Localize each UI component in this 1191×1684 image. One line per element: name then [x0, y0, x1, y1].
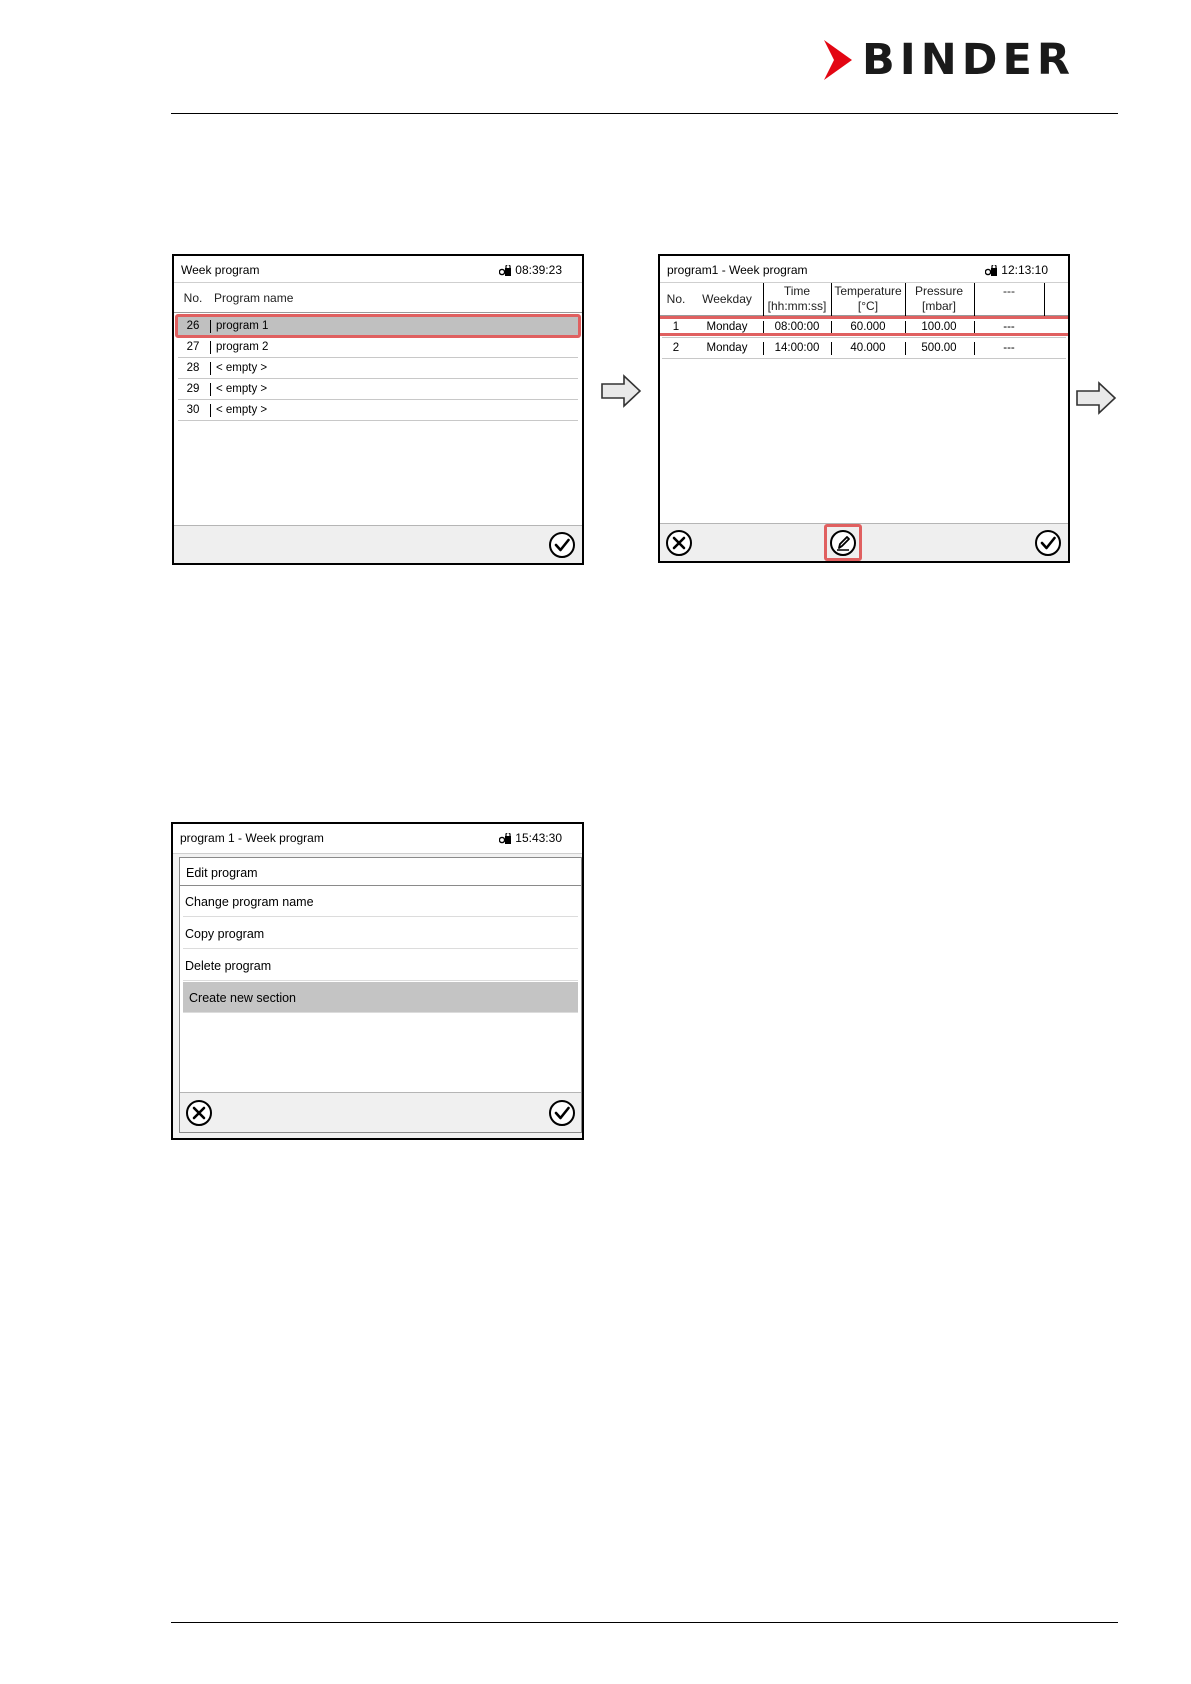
checkmark-circle-icon[interactable]	[1034, 529, 1062, 557]
column-divider	[974, 283, 975, 316]
column-divider	[974, 342, 975, 355]
column-divider	[763, 342, 764, 355]
row-no: 2	[672, 342, 680, 354]
footer-rule	[171, 1622, 1118, 1623]
selection-highlight	[175, 314, 581, 338]
dialog-footer	[180, 1092, 581, 1132]
column-header-weekday: Weekday	[702, 292, 752, 306]
selection-highlight	[658, 316, 1070, 336]
lock-icon	[499, 265, 512, 276]
checkmark-circle-icon[interactable]	[548, 531, 576, 559]
column-divider	[210, 362, 211, 375]
clock	[499, 263, 562, 277]
row-program-name: program 1	[216, 320, 269, 332]
dialog-title: Edit program	[186, 866, 258, 880]
clock-time: 15:43:30	[515, 831, 562, 845]
x-circle-icon[interactable]	[665, 529, 693, 557]
table-header	[660, 283, 1068, 316]
column-divider	[1044, 283, 1045, 316]
table-row[interactable]	[662, 338, 1066, 359]
title-bar	[660, 256, 1068, 283]
column-header-time	[764, 284, 830, 314]
page-title: Week program	[181, 263, 260, 277]
column-header-no: No.	[666, 292, 686, 306]
screen-edit-program-dialog	[171, 822, 584, 1140]
column-divider	[905, 283, 906, 316]
clock-time: 12:13:10	[1001, 263, 1048, 277]
menu-item-copy-program[interactable]: Copy program	[183, 918, 578, 949]
screen-week-program-detail	[658, 254, 1070, 563]
menu-item-change-program-name[interactable]: Change program name	[183, 886, 578, 917]
row-weekday: Monday	[706, 321, 748, 333]
row-no: 26	[186, 320, 200, 332]
row-no: 29	[186, 383, 200, 395]
edit-program-dialog	[179, 857, 582, 1133]
binder-logo-text: BINDER	[862, 35, 1075, 85]
menu-item-create-new-section[interactable]: Create new section	[183, 982, 578, 1013]
clock	[499, 831, 562, 845]
row-pressure: 100.00	[921, 321, 957, 333]
table-row[interactable]	[178, 400, 578, 421]
lock-icon	[985, 265, 998, 276]
header-rule	[171, 113, 1118, 114]
row-extra: ---	[1003, 342, 1015, 354]
row-program-name: program 2	[216, 341, 269, 353]
column-header-time-label: Time	[783, 284, 811, 298]
arrow-right-icon	[600, 373, 642, 409]
arrow-right-icon	[1075, 380, 1117, 416]
menu-item-delete-program[interactable]: Delete program	[183, 950, 578, 981]
column-header-temperature-label: Temperature	[834, 284, 902, 298]
column-header-time-unit: [hh:mm:ss]	[767, 299, 827, 313]
row-program-name: < empty >	[216, 404, 268, 416]
page-title: program 1 - Week program	[180, 831, 324, 845]
row-extra: ---	[1003, 321, 1015, 333]
page-title: program1 - Week program	[667, 263, 808, 277]
x-circle-icon[interactable]	[185, 1099, 213, 1127]
column-header-pressure-unit: [mbar]	[921, 299, 956, 313]
row-program-name: < empty >	[216, 362, 268, 374]
table-row[interactable]	[178, 337, 578, 358]
clock	[985, 263, 1048, 277]
title-bar	[174, 256, 582, 283]
column-divider	[210, 404, 211, 417]
row-no: 28	[186, 362, 200, 374]
table-row[interactable]	[178, 379, 578, 400]
column-divider	[831, 342, 832, 355]
binder-logo-arrow-icon	[822, 40, 854, 80]
column-header-pressure	[906, 284, 972, 314]
title-bar	[173, 824, 582, 854]
column-header-no: No.	[183, 291, 203, 305]
row-temperature: 40.000	[850, 342, 886, 354]
footer-bar	[174, 525, 582, 563]
row-pressure: 500.00	[921, 342, 957, 354]
column-header-temperature-unit: [°C]	[857, 299, 879, 313]
column-divider	[905, 342, 906, 355]
table-row[interactable]	[178, 358, 578, 379]
row-no: 27	[186, 341, 200, 353]
row-temperature: 60.000	[850, 321, 886, 333]
column-divider	[763, 283, 764, 316]
checkmark-circle-icon[interactable]	[548, 1099, 576, 1127]
edit-button-highlight	[824, 524, 862, 561]
column-header-temperature	[832, 284, 904, 314]
row-no: 30	[186, 404, 200, 416]
binder-logo	[822, 36, 1118, 84]
row-weekday: Monday	[706, 342, 748, 354]
column-header-program-name: Program name	[214, 291, 294, 305]
column-divider	[831, 283, 832, 316]
column-divider	[210, 383, 211, 396]
row-time: 14:00:00	[774, 342, 820, 354]
clock-time: 08:39:23	[515, 263, 562, 277]
row-time: 08:00:00	[774, 321, 820, 333]
footer-bar	[660, 523, 1068, 561]
column-divider	[210, 341, 211, 354]
row-program-name: < empty >	[216, 383, 268, 395]
lock-icon	[499, 833, 512, 844]
table-header	[174, 283, 582, 313]
screen-week-program-list	[172, 254, 584, 565]
row-no: 1	[672, 321, 680, 333]
column-header-extra: ---	[1003, 284, 1015, 298]
column-header-pressure-label: Pressure	[914, 284, 964, 298]
